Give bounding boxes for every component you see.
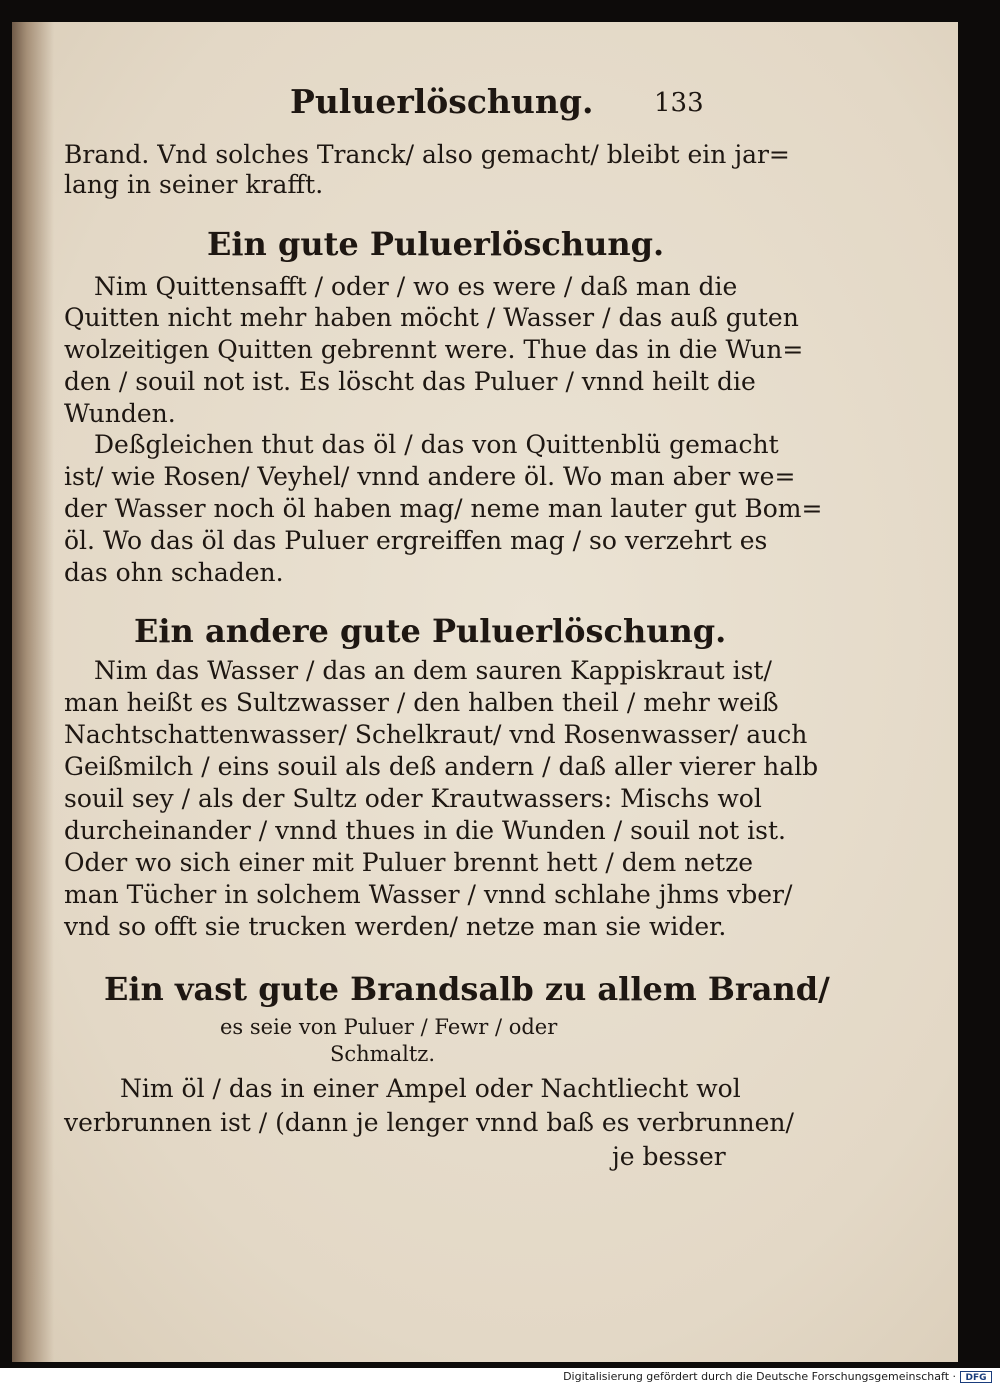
text-line-6: den / souil not ist. Es löscht das Puluer / vnnd heilt die [64, 367, 756, 396]
text-line-8: Deßgleichen thut das öl / das von Quittenblü gemacht [94, 430, 779, 459]
dfg-logo: DFG [960, 1371, 992, 1383]
text-line-18: durcheinander / vnnd thues in die Wunden / souil not ist. [64, 816, 786, 845]
text-line-13: Nim das Wasser / das an dem sauren Kappiskraut ist/ [94, 656, 772, 685]
running-title: Puluerlöschung. [290, 82, 594, 121]
text-line-11: öl. Wo das öl das Puluer ergreiffen mag / so verzehrt es [64, 526, 768, 555]
text-line-17: souil sey / als der Sultz oder Krautwassers: Mischs wol [64, 784, 762, 813]
text-line-15: Nachtschattenwasser/ Schelkraut/ vnd Rosenwasser/ auch [64, 720, 808, 749]
section-heading-1: Ein gute Puluerlöschung. [207, 225, 665, 263]
section-subheading-2: Schmaltz. [330, 1042, 435, 1066]
footer-credit: Digitalisierung gefördert durch die Deutsche Forschungsgemeinschaft · [563, 1370, 956, 1383]
text-line-22: Nim öl / das in einer Ampel oder Nachtliecht wol [120, 1074, 741, 1103]
text-line-21: vnd so offt sie trucken werden/ netze man sie wider. [64, 912, 727, 941]
text-line-1: Brand. Vnd solches Tranck/ also gemacht/ bleibt ein jar= [64, 140, 790, 169]
text-line-23: verbrunnen ist / (dann je lenger vnnd baß es verbrunnen/ [64, 1108, 794, 1137]
text-line-16: Geißmilch / eins souil als deß andern / daß aller vierer halb [64, 752, 819, 781]
text-line-7: Wunden. [64, 399, 176, 428]
text-line-4: Quitten nicht mehr haben möcht / Wasser / das auß guten [64, 303, 799, 332]
footer-bar [0, 1368, 1000, 1387]
text-line-20: man Tücher in solchem Wasser / vnnd schlahe jhms vber/ [64, 880, 793, 909]
text-line-9: ist/ wie Rosen/ Veyhel/ vnnd andere öl. Wo man aber we= [64, 462, 796, 491]
text-line-2: lang in seiner krafft. [64, 170, 324, 199]
text-line-10: der Wasser noch öl haben mag/ neme man lauter gut Bom= [64, 494, 823, 523]
book-page [12, 22, 958, 1362]
gutter-shadow [12, 22, 54, 1362]
section-heading-3: Ein vast gute Brandsalb zu allem Brand/ [104, 970, 830, 1008]
page-number: 133 [654, 88, 704, 118]
text-line-24: je besser [612, 1142, 726, 1171]
text-line-5: wolzeitigen Quitten gebrennt were. Thue das in die Wun= [64, 335, 804, 364]
section-heading-2: Ein andere gute Puluerlöschung. [134, 612, 727, 650]
section-subheading-1: es seie von Puluer / Fewr / oder [220, 1015, 558, 1039]
text-line-19: Oder wo sich einer mit Puluer brennt hett / dem netze [64, 848, 754, 877]
text-line-3: Nim Quittensafft / oder / wo es were / daß man die [94, 272, 738, 301]
text-line-14: man heißt es Sultzwasser / den halben theil / mehr weiß [64, 688, 779, 717]
text-line-12: das ohn schaden. [64, 558, 284, 587]
